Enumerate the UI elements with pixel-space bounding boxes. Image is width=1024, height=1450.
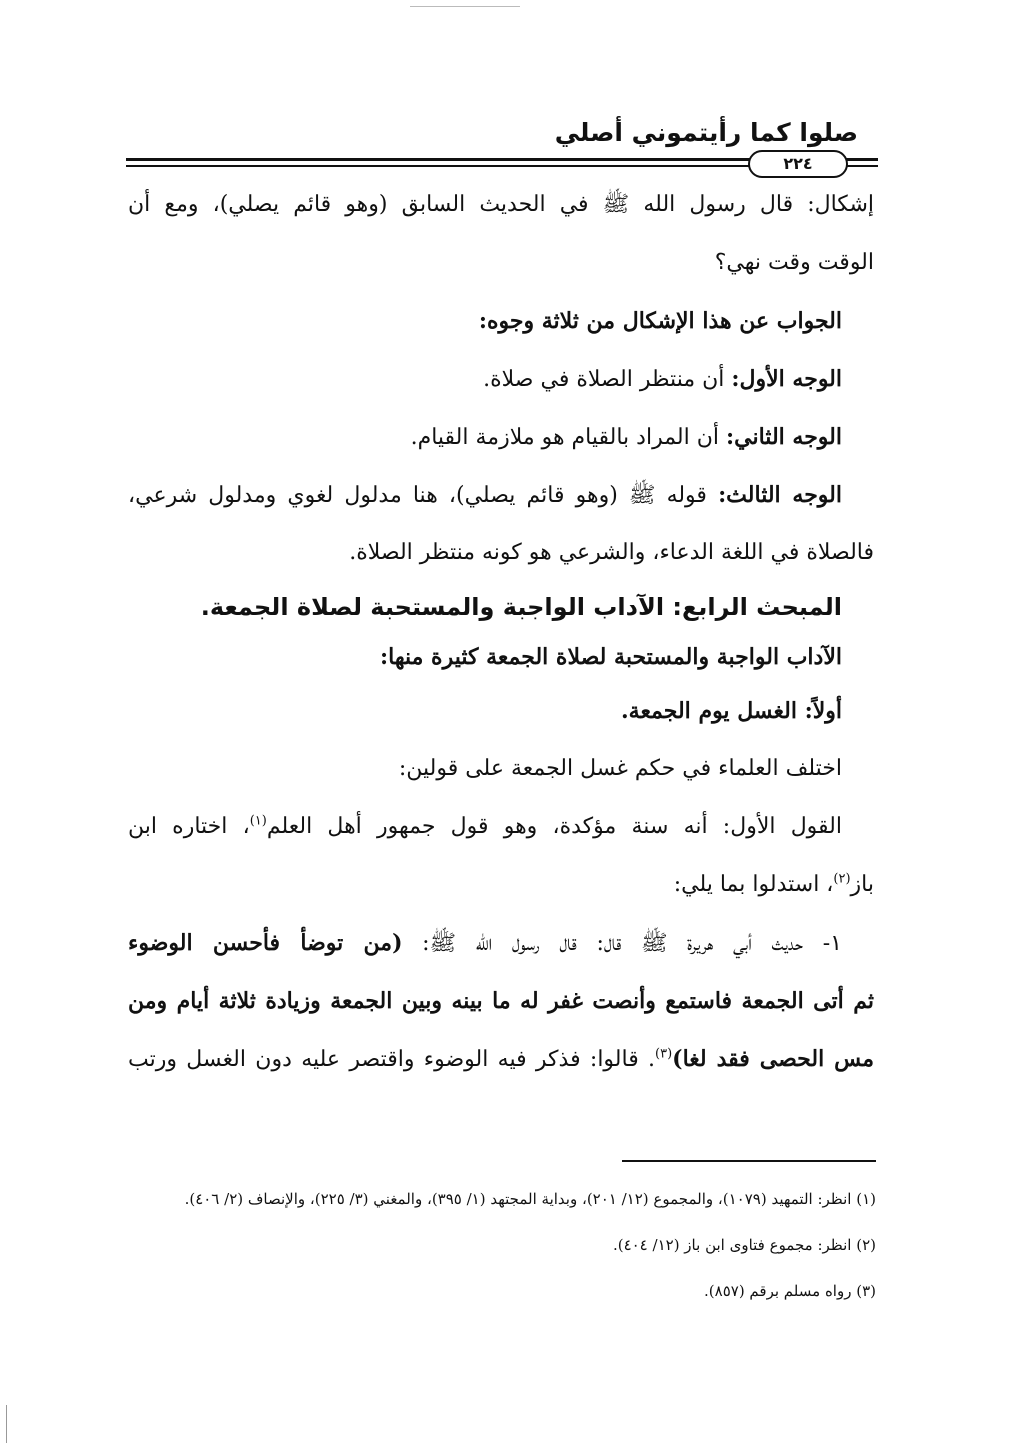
footnote-ref-3: (٣): [655, 1046, 673, 1062]
hadith-line-3: [128, 1030, 874, 1088]
hadith-line-1: [128, 914, 874, 972]
page-body: [128, 176, 874, 1088]
first-opinion-text: القول الأول: أنه سنة مؤكدة، وهو قول جمهور أهل العلم: [266, 814, 842, 839]
scan-edge-mark: [6, 1405, 7, 1443]
first-opinion: [128, 798, 874, 856]
subheading-etiquette: الآداب الواجبة والمستحبة لصلاة الجمعة كثيرة منها:: [380, 644, 842, 670]
first-opinion-cont-text: باز: [850, 872, 874, 897]
footnote-2: (٢) انظر: مجموع فتاوى ابن باز (١٢/ ٤٠٤).: [612, 1236, 876, 1254]
book-title: صلوا كما رأيتموني أصلي: [554, 118, 858, 147]
aspect-three: [128, 466, 874, 524]
first-opinion-cont: [128, 856, 874, 914]
section-heading: المبحث الرابع: الآداب الواجبة والمستحبة لصلاة الجمعة.: [200, 593, 842, 621]
aspect-two-label: الوجه الثاني:: [726, 424, 842, 450]
aspect-one: [128, 350, 874, 408]
footnote-ref-2: (٢): [833, 871, 851, 887]
first-opinion-cont-end: ، استدلوا بما يلي:: [673, 872, 834, 897]
paragraph-line-1: إشكال: قال رسول الله ﷺ في الحديث السابق (وهو قائم يصلي)، ومع أن: [128, 192, 874, 217]
aspect-three-label: الوجه الثالث:: [718, 482, 842, 508]
paragraph-line-2: الوقت وقت نهي؟: [714, 250, 874, 275]
aspect-two: [128, 408, 874, 466]
aspect-three-text: قوله ﷺ (وهو قائم يصلي)، هنا مدلول لغوي ومدلول شرعي،: [128, 483, 719, 508]
subheading-first: أولاً: الغسل يوم الجمعة.: [620, 698, 842, 724]
hadith-quote-end: مس الحصى فقد لغا): [672, 1046, 874, 1072]
footnotes: [140, 1176, 876, 1314]
paragraph-disagreement: اختلف العلماء في حكم غسل الجمعة على قولين:: [398, 756, 842, 781]
aspect-one-label: الوجه الأول:: [731, 366, 842, 392]
aspect-one-text: أن منتظر الصلاة في صلاة.: [483, 367, 732, 392]
paragraph-line-7: فالصلاة في اللغة الدعاء، والشرعي هو كونه منتظر الصلاة.: [349, 540, 874, 565]
hadith-line-2: ثم أتى الجمعة فاستمع وأنصت غفر له ما بينه وبين الجمعة وزيادة ثلاثة أيام ومن: [128, 988, 874, 1014]
hadith-intro: ١- حديث أبي هريرة ﷺ قال: قال رسول الله ﷺ:: [402, 931, 842, 956]
footnote-1: (١) انظر: التمهيد (١٠٧٩)، والمجموع (١٢/ ٢٠١)، وبداية المجتهد (١/ ٣٩٥)، والمغني (٣/ ٢٢٥)، والإنصاف (٢/ ٤٠٦).: [184, 1190, 876, 1208]
footnote-ref-1: (١): [249, 813, 267, 829]
page-number: ٢٢٤: [748, 150, 848, 178]
hadith-commentary: . قالوا: فذكر فيه الوضوء واقتصر عليه دون الغسل ورتب: [128, 1047, 656, 1072]
scan-top-mark: [410, 6, 520, 7]
answer-intro: الجواب عن هذا الإشكال من ثلاثة وجوه:: [478, 308, 842, 334]
first-opinion-text-end: ، اختاره ابن: [128, 814, 250, 839]
hadith-quote-start: (من توضأ فأحسن الوضوء: [128, 930, 403, 956]
footnote-3: (٣) رواه مسلم برقم (٨٥٧).: [704, 1282, 876, 1300]
aspect-two-text: أن المراد بالقيام هو ملازمة القيام.: [410, 425, 727, 450]
footnote-separator: [622, 1160, 876, 1162]
